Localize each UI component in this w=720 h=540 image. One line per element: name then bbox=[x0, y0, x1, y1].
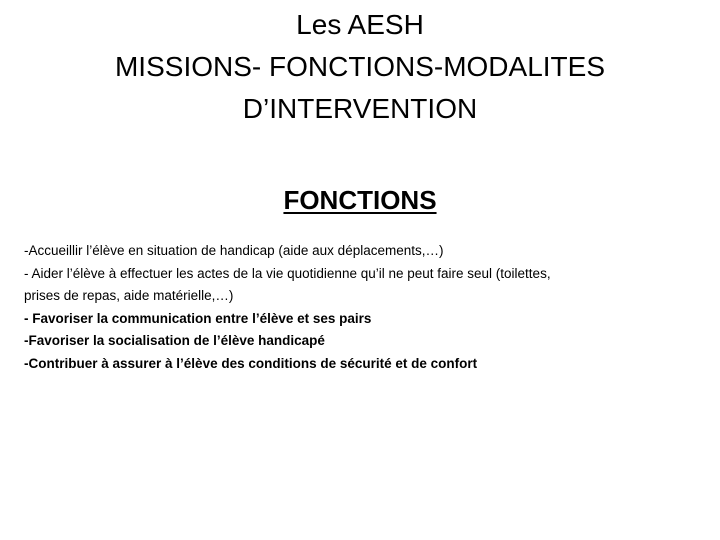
title-line-2: MISSIONS- FONCTIONS-MODALITES bbox=[114, 51, 606, 82]
body-text bbox=[24, 240, 700, 375]
body-line-socialisation: -Favoriser la socialisation de l’élève handicapé bbox=[24, 333, 325, 348]
section-heading bbox=[0, 181, 720, 219]
title-line-1: Les AESH bbox=[296, 9, 424, 40]
section-heading-text: FONCTIONS bbox=[283, 185, 437, 215]
body-line-accueillir: -Accueillir l’élève en situation de handicap (aide aux déplacements,…) bbox=[24, 243, 444, 258]
title-line-3: D’INTERVENTION bbox=[242, 93, 478, 124]
body-line-aider: - Aider l’élève à effectuer les actes de la vie quotidienne qu’il ne peut faire seul (toilettes, bbox=[24, 265, 551, 281]
slide-title bbox=[40, 4, 680, 130]
body-line-communication: - Favoriser la communication entre l’élève et ses pairs bbox=[24, 310, 372, 326]
body-line-aider-continued: prises de repas, aide matérielle,…) bbox=[24, 288, 234, 303]
body-line-securite: -Contribuer à assurer à l’élève des conditions de sécurité et de confort bbox=[24, 355, 478, 371]
